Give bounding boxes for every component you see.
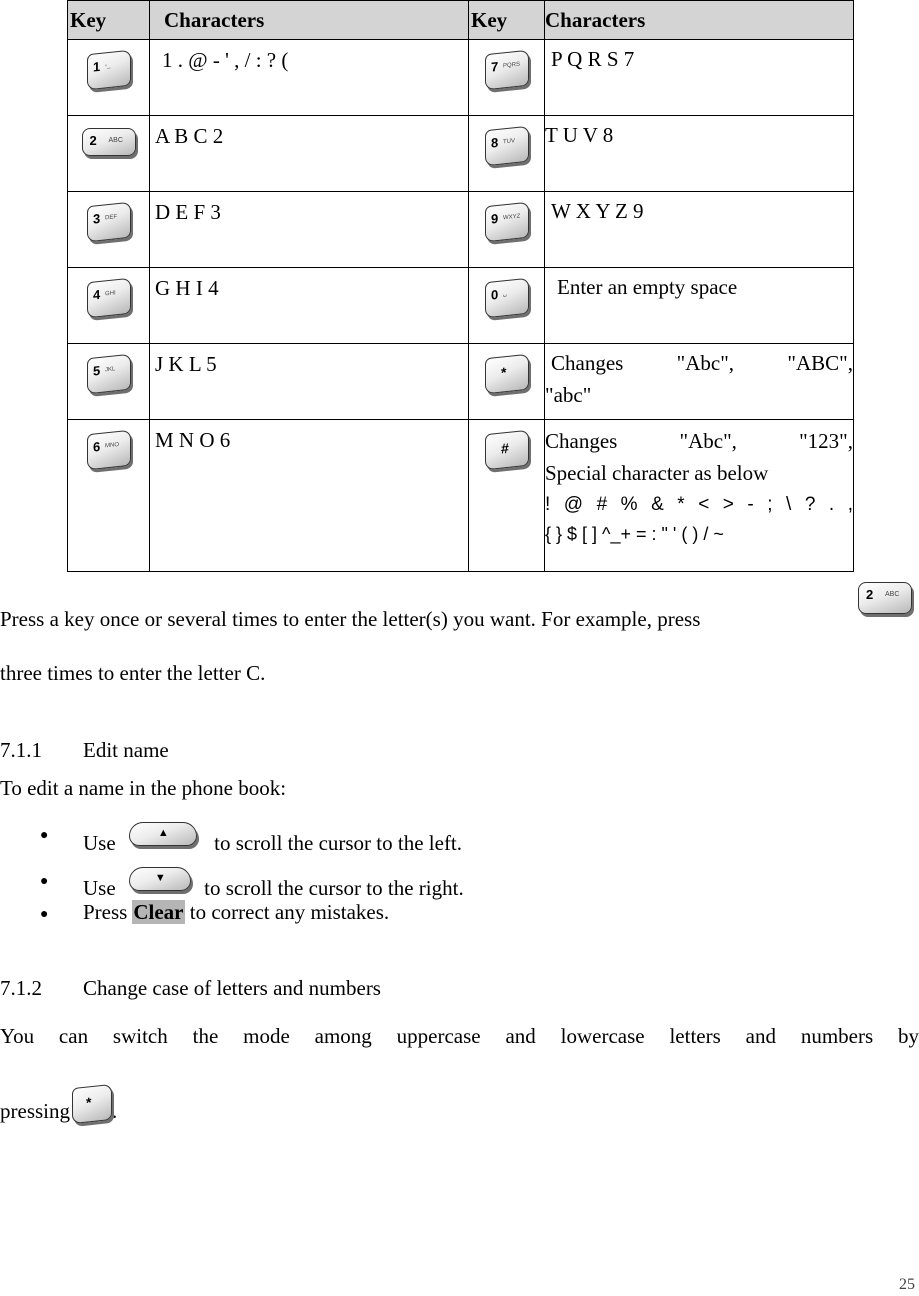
key-6-icon: 6 MNO — [87, 430, 131, 471]
key-4-characters: G H I 4 — [150, 268, 469, 344]
hash-key-characters-line2: Special character as below — [545, 461, 769, 485]
key-0-icon: 0 ␣ — [485, 278, 529, 319]
key-cell — [68, 268, 150, 344]
hash-key-icon: # — [485, 430, 529, 471]
key-5-characters: J K L 5 — [150, 344, 469, 420]
header-key-2: Key — [469, 1, 545, 40]
star-key-characters-line1: Changes "Abc", "ABC", — [551, 351, 853, 375]
key-cell — [469, 192, 545, 268]
key-cell — [469, 344, 545, 420]
section-title-712: Change case of letters and numbers — [83, 976, 381, 1000]
section-712-line-1: You can switch the mode among uppercase and lowercase letters and numbers by — [0, 1024, 919, 1048]
key-9-characters: W X Y Z 9 — [545, 192, 854, 268]
key-9-icon: 9 WXYZ — [485, 202, 529, 243]
key-character-table — [67, 0, 854, 572]
key-2-icon: 2 ABC — [82, 128, 136, 156]
key-cell — [68, 116, 150, 192]
table-row — [68, 192, 854, 268]
hash-key-characters-line3: ! @ # % & * < > - ; \ ? . , — [545, 494, 853, 515]
table-header-row — [68, 1, 854, 40]
key-3-icon: 3 DEF — [87, 202, 131, 243]
bullet-3-text: Press Clear to correct any mistakes. — [83, 900, 390, 924]
section-number-712: 7.1.2 — [0, 976, 42, 1000]
section-712-line-2: pressing * . — [0, 1086, 117, 1124]
key-1-characters: 1 . @ - ' , / : ? ( — [150, 40, 469, 116]
page-number: 25 — [899, 1276, 915, 1293]
star-key-inline-icon: * — [72, 1084, 112, 1124]
section-lead-711: To edit a name in the phone book: — [0, 776, 287, 800]
key-3-characters: D E F 3 — [150, 192, 469, 268]
key-cell — [68, 344, 150, 420]
key-1-icon: 1 ◦_ — [87, 50, 131, 91]
intro-text: Press a key once or several times to enter the letter(s) you want. For example, press — [0, 607, 701, 631]
table-row — [68, 116, 854, 192]
clear-key-label: Clear — [133, 900, 184, 924]
key-8-icon: 8 TUV — [485, 126, 529, 167]
table-row — [68, 420, 854, 572]
bullet-3: ● — [40, 907, 49, 922]
key-8-characters: T U V 8 — [545, 116, 854, 192]
section-number-711: 7.1.1 — [0, 738, 42, 762]
table-row — [68, 40, 854, 116]
star-key-characters — [545, 344, 854, 420]
header-characters-1: Characters — [150, 1, 469, 40]
hash-key-characters-line4: { } $ [ ] ^_+ = : " ' ( ) / ~ — [545, 524, 724, 544]
table-row — [68, 268, 854, 344]
bullet-2-text: Use ▼ to scroll the cursor to the right. — [83, 867, 464, 901]
header-key-1: Key — [68, 1, 150, 40]
key-6-characters: M N O 6 — [150, 420, 469, 572]
bullet-1: ● — [40, 828, 49, 843]
up-key-icon: ▲ — [129, 822, 197, 846]
key-cell — [469, 268, 545, 344]
key-cell — [469, 420, 545, 572]
table-row — [68, 344, 854, 420]
key-0-characters: Enter an empty space — [545, 268, 854, 344]
key-2-inline-icon: 2 ABC — [858, 582, 912, 614]
key-cell — [68, 420, 150, 572]
hash-key-characters-line1: Changes "Abc", "123", — [545, 429, 853, 453]
bullet-1-text: Use ▲ to scroll the cursor to the left. — [83, 822, 462, 856]
key-2-characters: A B C 2 — [150, 116, 469, 192]
header-characters-2: Characters — [545, 1, 854, 40]
star-key-icon: * — [485, 354, 529, 395]
key-7-characters: P Q R S 7 — [545, 40, 854, 116]
key-cell — [469, 116, 545, 192]
section-title-711: Edit name — [83, 738, 169, 762]
hash-key-characters — [545, 420, 854, 572]
bullet-2: ● — [40, 874, 49, 889]
down-key-icon: ▼ — [129, 867, 191, 891]
key-7-icon: 7 PQRS — [485, 50, 529, 91]
key-4-icon: 4 GHI — [87, 278, 131, 319]
intro-line-1 — [0, 606, 700, 632]
key-5-icon: 5 JKL — [87, 354, 131, 395]
star-key-characters-line2: "abc" — [545, 383, 592, 407]
key-cell — [469, 40, 545, 116]
key-cell — [68, 40, 150, 116]
intro-line-2: three times to enter the letter C. — [0, 661, 266, 685]
key-cell — [68, 192, 150, 268]
